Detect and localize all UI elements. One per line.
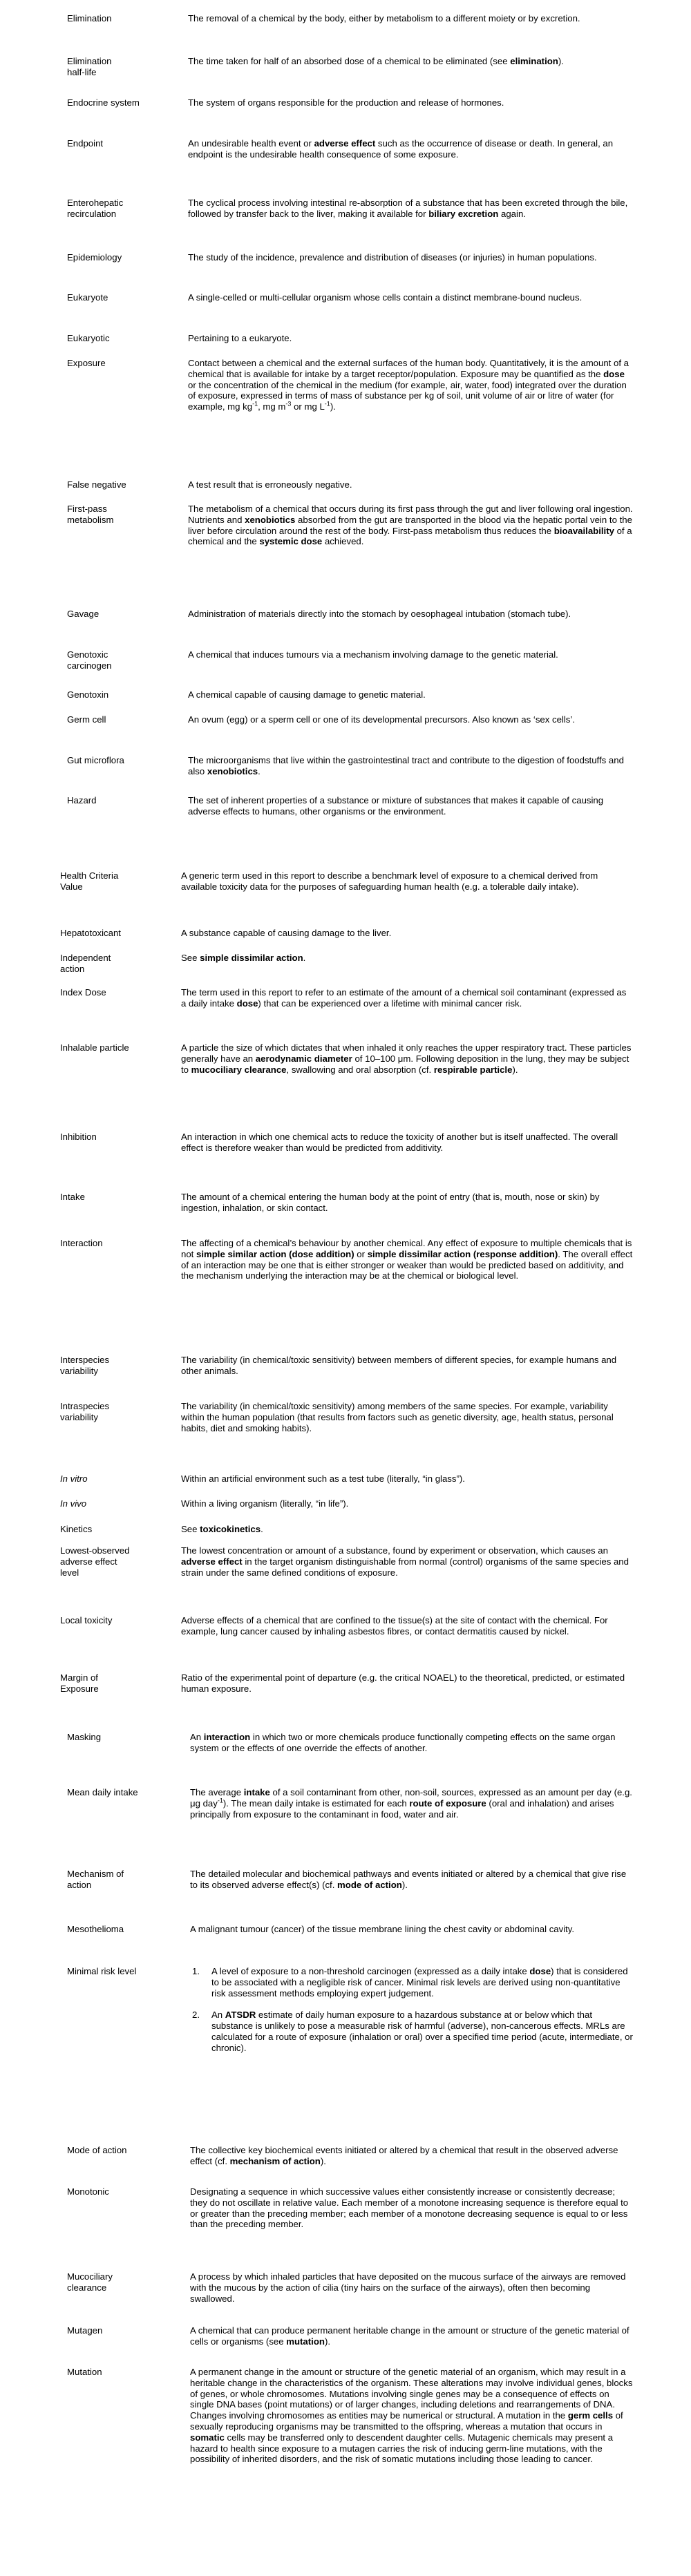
glossary-cross-reference: toxicokinetics xyxy=(200,1524,261,1534)
glossary-term: Endocrine system xyxy=(67,97,140,108)
glossary-term: Interaction xyxy=(60,1238,103,1248)
glossary-term: Genotoxic carcinogen xyxy=(67,649,112,671)
glossary-term: Hazard xyxy=(67,795,97,805)
glossary-definition: The detailed molecular and biochemical pathways and events initiated or altered by a chemical that give rise to its observed adverse effect(s) (cf. mode of action). xyxy=(190,1869,627,1890)
glossary-definition: Ratio of the experimental point of departure (e.g. the critical NOAEL) to the theoretical, predicted, or estimated human exposure. xyxy=(181,1672,625,1694)
glossary-term: Genotoxin xyxy=(67,689,109,700)
glossary-term: Local toxicity xyxy=(60,1615,113,1625)
glossary-definition: The amount of a chemical entering the human body at the point of entry (that is, mouth, nose or skin) by ingestion, inhalation, or skin contact. xyxy=(181,1192,600,1213)
glossary-definition: A test result that is erroneously negative. xyxy=(188,479,352,490)
glossary-cross-reference: intake xyxy=(243,1787,270,1797)
glossary-term: Masking xyxy=(67,1732,102,1742)
glossary-term: Kinetics xyxy=(60,1524,93,1534)
glossary-cross-reference: biliary excretion xyxy=(428,208,499,219)
list-item-number: 2. xyxy=(192,2010,200,2021)
glossary-cross-reference: xenobiotics xyxy=(207,765,258,776)
glossary-cross-reference: aerodynamic diameter xyxy=(255,1053,352,1064)
glossary-definition: An interaction in which one chemical acts to reduce the toxicity of another but is itself unaffected. The overall effect is therefore weaker than would be predicted from additivity. xyxy=(181,1132,618,1153)
glossary-definition: The set of inherent properties of a substance or mixture of substances that makes it capable of causing adverse effects to humans, other organisms or the environment. xyxy=(188,795,604,817)
glossary-term: Mesothelioma xyxy=(67,1924,124,1934)
glossary-definition: A substance capable of causing damage to the liver. xyxy=(181,928,392,938)
glossary-definition: The system of organs responsible for the production and release of hormones. xyxy=(188,97,504,108)
glossary-cross-reference: germ cells xyxy=(567,2410,614,2421)
superscript-exponent: -1 xyxy=(217,1797,223,1804)
glossary-term: Gavage xyxy=(67,609,100,619)
glossary-term: Eukaryotic xyxy=(67,333,110,343)
glossary-term: In vivo xyxy=(60,1498,87,1509)
glossary-term: Mean daily intake xyxy=(67,1787,138,1797)
glossary-term: Mechanism of action xyxy=(67,1869,124,1890)
glossary-term: Mucociliary clearance xyxy=(67,2271,113,2293)
glossary-term: Health Criteria Value xyxy=(60,870,119,892)
glossary-term: Independent action xyxy=(60,953,111,974)
glossary-definition: A single-celled or multi-cellular organism whose cells contain a distinct membrane-bound nucleus. xyxy=(188,292,583,303)
list-item-number: 1. xyxy=(192,1966,200,1976)
glossary-cross-reference: simple dissimilar action xyxy=(200,953,303,963)
glossary-definition: The affecting of a chemical’s behaviour by another chemical. Any effect of exposure to multiple chemicals that is not simple similar action (dose addition) or simple dissimilar action (response addition). The overall effect of an interaction may be one that is either stronger or weaker than would be predicted based on additivity, and the mechanism underlying the interaction may be at the chemical or biological level. xyxy=(181,1238,633,1281)
glossary-cross-reference: interaction xyxy=(203,1732,251,1742)
glossary-definition: A chemical that induces tumours via a mechanism involving damage to the genetic material. xyxy=(188,649,558,660)
glossary-definition: The cyclical process involving intestinal re-absorption of a substance that has been excreted through the bile, followed by transfer back to the liver, making it available for biliary excretion again. xyxy=(188,198,628,219)
glossary-definition: Contact between a chemical and the external surfaces of the human body. Quantitatively, it is the amount of a chemical that is available for intake by a target receptor/population. Exposure may be quantified as the dose or the concentration of the chemical in the medium (for example, air, water, food) integrated over the duration of exposure, expressed in terms of mass of substance per kg of soil, unit volume of air or litre of water (for example, mg $kg^{-1}$, mg $m^{-3}$ or mg $L^{-1}$). xyxy=(188,358,630,412)
glossary-definition: The variability (in chemical/toxic sensitivity) between members of different species, for example humans and other animals. xyxy=(181,1355,617,1376)
glossary-definition: Pertaining to a eukaryote. xyxy=(188,333,292,343)
glossary-definition: The average intake of a soil contaminant from other, non-soil, sources, expressed as an amount per day (e.g. μg day$^{-1}$). The mean daily intake is estimated for each route of exposure (oral and inhalation) and arises principally from exposure to the contaminant in food, water and air. xyxy=(190,1787,632,1820)
glossary-term: Inhalable particle xyxy=(60,1042,129,1053)
glossary-definition: Administration of materials directly into the stomach by oesophageal intubation (stomach tube). xyxy=(188,609,571,619)
glossary-definition: An undesirable health event or adverse effect such as the occurrence of disease or death. In general, an endpoint is the undesirable health consequence of some exposure. xyxy=(188,138,614,160)
glossary-cross-reference: elimination xyxy=(510,56,558,66)
glossary-cross-reference: adverse effect xyxy=(181,1556,243,1567)
glossary-term: Exposure xyxy=(67,358,106,368)
glossary-term: Endpoint xyxy=(67,138,104,149)
glossary-term: Mutagen xyxy=(67,2325,103,2336)
glossary-term: Intake xyxy=(60,1192,85,1202)
glossary-term: Epidemiology xyxy=(67,252,122,263)
glossary-definition: The removal of a chemical by the body, either by metabolism to a different moiety or by excretion. xyxy=(188,13,580,23)
glossary-cross-reference: dose xyxy=(236,998,258,1009)
glossary-definition: See toxicokinetics. xyxy=(181,1524,263,1534)
glossary-definition: A process by which inhaled particles that have deposited on the mucous surface of the airways are removed with the mucous by the action of cilia (tiny hairs on the surface of the airways), often then becoming swallowed. xyxy=(190,2271,626,2304)
glossary-term: Germ cell xyxy=(67,714,106,725)
glossary-cross-reference: ATSDR xyxy=(225,2010,256,2021)
glossary-cross-reference: somatic xyxy=(190,2432,225,2443)
glossary-cross-reference: bioavailability xyxy=(553,525,614,536)
glossary-term: Inhibition xyxy=(60,1132,97,1142)
glossary-term: Intraspecies variability xyxy=(60,1401,110,1422)
glossary-definition: An interaction in which two or more chemicals produce functionally competing effects on the same organ system or the effects of one override the effects of another. xyxy=(190,1732,616,1753)
glossary-definition: Adverse effects of a chemical that are confined to the tissue(s) at the site of contact with the chemical. For example, lung cancer caused by inhaling asbestos fibres, or contact dermatitis caused by nickel. xyxy=(181,1615,608,1637)
glossary-definition: Designating a sequence in which successive values either consistently increase or consistently decrease; they do not oscillate in relative value. Each member of a monotone increasing sequence is therefore equal to or greater than the preceding member; each member of a monotone decreasing sequence is equal to or less than the preceding member. xyxy=(190,2186,629,2230)
glossary-cross-reference: respirable particle xyxy=(433,1064,513,1075)
glossary-term: Margin of Exposure xyxy=(60,1672,99,1694)
glossary-cross-reference: mode of action xyxy=(337,1879,402,1890)
glossary-term: Hepatotoxicant xyxy=(60,928,121,938)
glossary-definition: The time taken for half of an absorbed dose of a chemical to be eliminated (see elimination). xyxy=(188,56,564,66)
glossary-term: Minimal risk level xyxy=(67,1966,137,1976)
glossary-definition: A chemical that can produce permanent heritable change in the amount or structure of the genetic material of cells or organisms (see mutation). xyxy=(190,2325,630,2347)
superscript-exponent: -3 xyxy=(285,400,292,408)
glossary-definition: Within a living organism (literally, “in life”). xyxy=(181,1498,349,1509)
glossary-term: False negative xyxy=(67,479,126,490)
glossary-cross-reference: simple similar action (dose addition) xyxy=(196,1248,354,1259)
glossary-definition: The collective key biochemical events initiated or altered by a chemical that result in the observed adverse effect (cf. mechanism of action). xyxy=(190,2145,618,2166)
glossary-term: Lowest-observed adverse effect level xyxy=(60,1545,130,1578)
glossary-definition: A chemical capable of causing damage to genetic material. xyxy=(188,689,426,700)
glossary-term: Elimination xyxy=(67,13,112,23)
glossary-term: First-pass metabolism xyxy=(67,504,114,525)
glossary-definition: A generic term used in this report to describe a benchmark level of exposure to a chemical derived from available toxicity data for the purposes of safeguarding human health (e.g. a tolerable daily intake). xyxy=(181,870,598,892)
superscript-exponent: -1 xyxy=(324,400,330,408)
definition-numbered-list xyxy=(190,1966,634,2054)
definition-list-item xyxy=(190,1966,634,1998)
glossary-term: Mutation xyxy=(67,2367,102,2377)
glossary-cross-reference: route of exposure xyxy=(409,1797,486,1809)
glossary-term: Mode of action xyxy=(67,2145,127,2155)
glossary-cross-reference: dose xyxy=(529,1966,551,1976)
glossary-cross-reference: dose xyxy=(603,368,625,379)
glossary-term: Gut microflora xyxy=(67,755,124,765)
glossary-definition: A particle the size of which dictates that when inhaled it only reaches the upper respiratory tract. These particles generally have an aerodynamic diameter of 10–100 μm. Following deposition in the lung, they may be subject to mucociliary clearance, swallowing and oral absorption (cf. respirable particle). xyxy=(181,1042,632,1075)
list-item-text: An ATSDR estimate of daily human exposure to a hazardous substance at or below which that substance is unlikely to pose a measurable risk of harmful (adverse), non-cancerous effects. MRLs are calculated for a route of exposure (inhalation or oral) over a specified time period (acute, intermediate, or chronic). xyxy=(211,2010,633,2053)
glossary-definition: The variability (in chemical/toxic sensitivity) among members of the same species. For example, variability within the human population (that results from factors such as genetic diversity, age, health status, personal habits, diet and smoking habits). xyxy=(181,1401,614,1433)
glossary-cross-reference: xenobiotics xyxy=(245,514,296,525)
glossary-definition: See simple dissimilar action. xyxy=(181,953,306,963)
glossary-definition xyxy=(190,1966,634,2065)
glossary-definition: A permanent change in the amount or structure of the genetic material of an organism, which may result in a heritable change in the characteristics of the organism. These alterations may involve individual genes, blocks of genes, or whole chromosomes. Mutations involving single genes may be a consequence of effects on single DNA bases (point mutations) or of larger changes, including deletions and rearrangements of DNA. Changes involving chromosomes as entities may be numerical or structural. A mutation in the germ cells of sexually reproducing organisms may be transmitted to the offspring, whereas a mutation that occurs in somatic cells may be transferred only to descendent daughter cells. Mutagenic chemicals may present a hazard to health since exposure to a mutagen carries the risk of inducing germ-line mutations, with the possibility of inherited disorders, and the risk of somatic mutations including those leading to cancer. xyxy=(190,2367,633,2465)
glossary-definition: Within an artificial environment such as a test tube (literally, “in glass”). xyxy=(181,1473,465,1484)
glossary-definition: An ovum (egg) or a sperm cell or one of its developmental precursors. Also known as ‘sex cells’. xyxy=(188,714,575,725)
glossary-definition: A malignant tumour (cancer) of the tissue membrane lining the chest cavity or abdominal cavity. xyxy=(190,1924,575,1934)
glossary-cross-reference: mechanism of action xyxy=(229,2155,321,2166)
glossary-term: Elimination half-life xyxy=(67,56,112,77)
glossary-cross-reference: simple dissimilar action (response addition) xyxy=(367,1248,558,1259)
glossary-definition: The microorganisms that live within the gastrointestinal tract and contribute to the digestion of foodstuffs and also xenobiotics. xyxy=(188,755,624,776)
glossary-definition: The study of the incidence, prevalence and distribution of diseases (or injuries) in human populations. xyxy=(188,252,597,263)
glossary-term: Monotonic xyxy=(67,2186,109,2197)
list-item-text: A level of exposure to a non-threshold carcinogen (expressed as a daily intake dose) that is considered to be associated with a negligible risk of cancer. Minimal risk levels are derived using non-quantitative risk assessment methods employing expert judgement. xyxy=(211,1966,628,1998)
glossary-term: In vitro xyxy=(60,1473,88,1484)
glossary-cross-reference: mucociliary clearance xyxy=(191,1064,287,1075)
glossary-cross-reference: systemic dose xyxy=(259,536,323,547)
glossary-definition: The metabolism of a chemical that occurs during its first pass through the gut and liver following oral ingestion. Nutrients and xenobiotics absorbed from the gut are transported in the blood via the hepatic portal vein to the liver before circulation around the rest of the body. First-pass metabolism thus reduces the bioavailability of a chemical and the systemic dose achieved. xyxy=(188,504,633,547)
glossary-term: Enterohepatic recirculation xyxy=(67,198,124,219)
glossary-cross-reference: mutation xyxy=(286,2336,325,2347)
glossary-term: Interspecies variability xyxy=(60,1355,110,1376)
glossary-definition: The lowest concentration or amount of a substance, found by experiment or observation, which causes an adverse effect in the target organism distinguishable from normal (control) organisms of the same species and strain under the same defined conditions of exposure. xyxy=(181,1545,629,1578)
glossary-cross-reference: adverse effect xyxy=(314,138,376,149)
definition-list-item xyxy=(190,2010,634,2053)
superscript-exponent: -1 xyxy=(252,400,258,408)
glossary-definition: The term used in this report to refer to an estimate of the amount of a chemical soil contaminant (expressed as a daily intake dose) that can be experienced over a lifetime with minimal cancer risk. xyxy=(181,987,627,1009)
glossary-term: Eukaryote xyxy=(67,292,108,303)
glossary-term: Index Dose xyxy=(60,987,106,998)
